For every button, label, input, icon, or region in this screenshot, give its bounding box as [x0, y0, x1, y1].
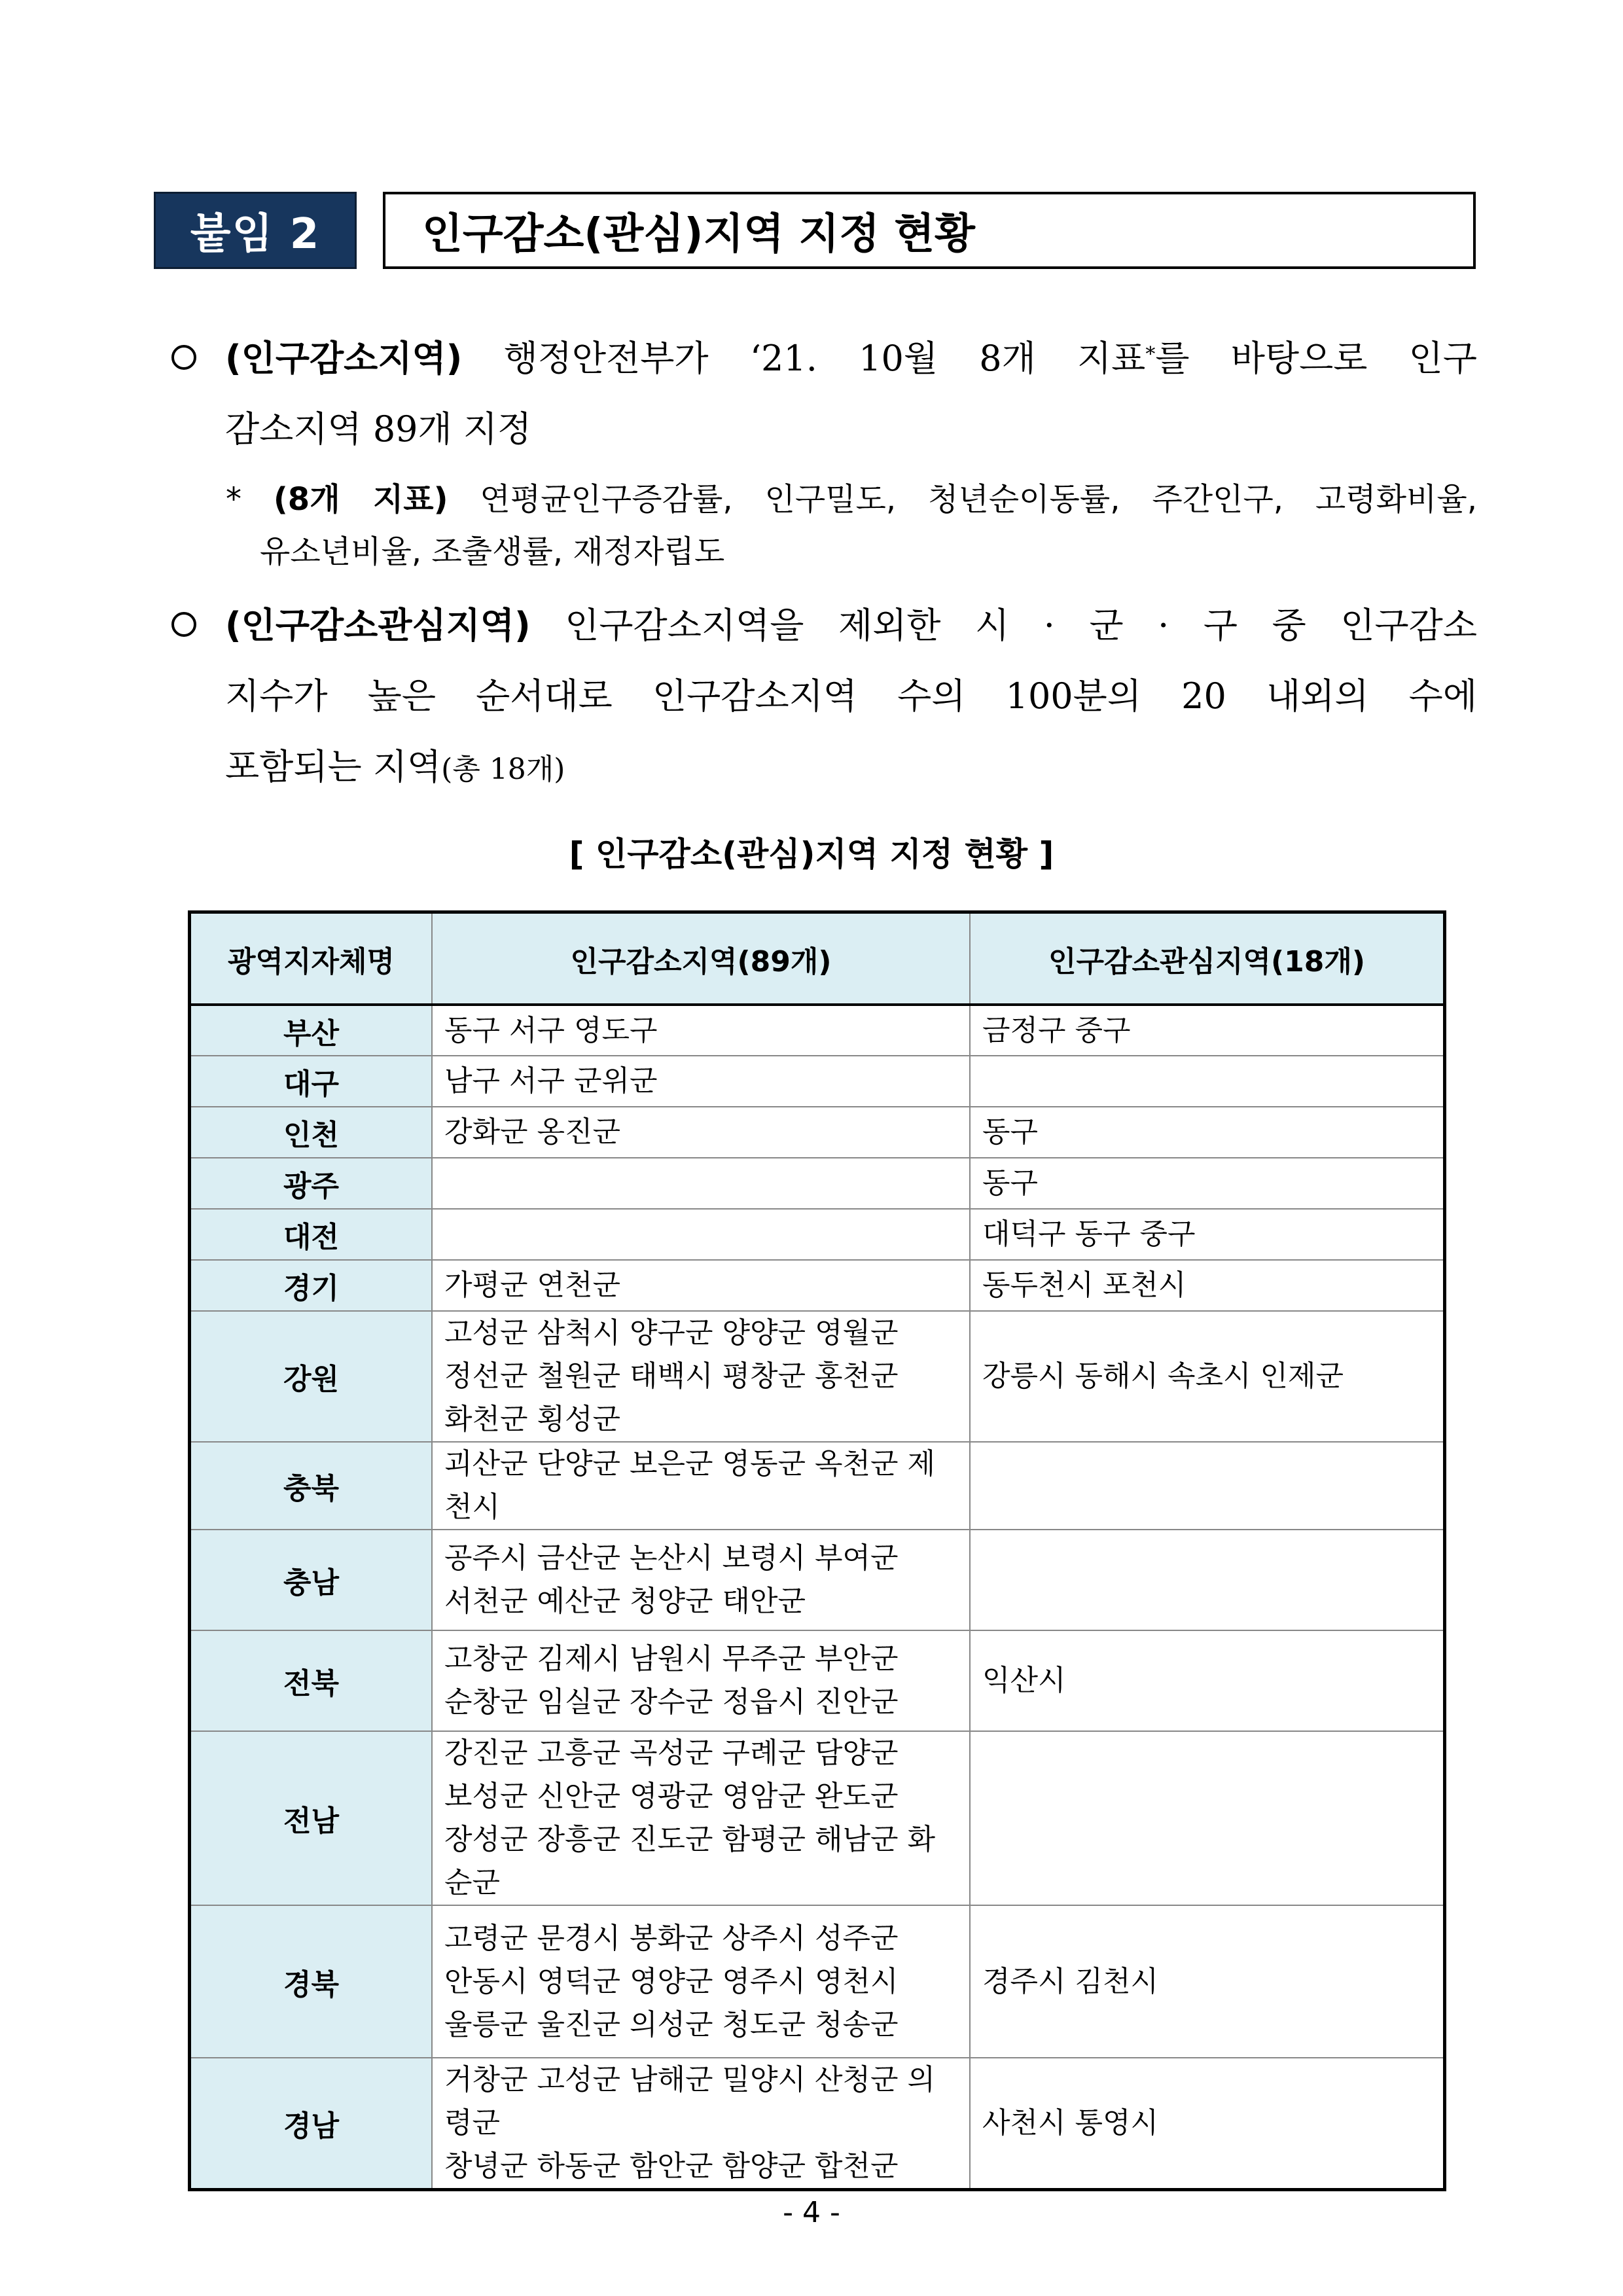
decline-areas-line: 서천군 예산군 청양군 태안군 [444, 1585, 806, 1618]
bullet2-line1-text: 인구감소지역을 제외한 시 · 군 · 구 중 인구감소 [565, 605, 1477, 646]
region-cell: 충북 [190, 1442, 433, 1530]
decline-areas-line: 울릉군 울진군 의성군 청도군 청송군 [444, 2007, 899, 2041]
table-row [190, 1731, 1445, 1905]
decline-areas-line: 강진군 고흥군 곡성군 구례군 담양군 [444, 1736, 899, 1770]
decline-areas-cell [432, 1209, 970, 1260]
decline-areas-line: 순창군 임실군 장수군 정읍시 진안군 [444, 1685, 899, 1719]
decline-areas-line: 장성군 장흥군 진도군 함평군 해남군 화순군 [444, 1823, 935, 1899]
bullet1-line1-text: 행정안전부가 ‘21. 10월 8개 지표 [503, 338, 1146, 379]
table-caption: [ 인구감소(관심)지역 지정 현황 ] [569, 835, 1054, 873]
decline-areas-line: 화천군 횡성군 [444, 1403, 621, 1436]
interest-areas-line: 금정구 중구 [982, 1013, 1131, 1047]
interest-areas-line: 동구 [982, 1166, 1039, 1200]
table-row [190, 1311, 1445, 1442]
footnote-star: * [1145, 343, 1156, 366]
decline-areas-cell [432, 1056, 970, 1107]
header-decline: 인구감소지역(89개) [432, 912, 970, 1005]
table-row [190, 1442, 1445, 1530]
bullet2-line3-text: 포함되는 지역 [225, 746, 442, 787]
table-body [190, 1005, 1445, 2190]
region-cell: 광주 [190, 1158, 433, 1209]
region-cell: 대구 [190, 1056, 433, 1107]
decline-areas-cell [432, 1107, 970, 1158]
decline-areas-line: 동구 서구 영도구 [444, 1013, 658, 1047]
header-region: 광역지자체명 [190, 912, 433, 1005]
page-title: 인구감소(관심)지역 지정 현황 [383, 192, 1476, 269]
decline-areas-line: 남구 서구 군위군 [444, 1064, 658, 1098]
table-row [190, 1905, 1445, 2058]
region-cell: 경북 [190, 1905, 433, 2058]
bullet1-line2: 감소지역 89개 지정 [225, 408, 532, 450]
table-header-row [190, 912, 1445, 1005]
note-line2: 유소년비율, 조출생률, 재정자립도 [260, 533, 725, 570]
interest-areas-line: 익산시 [982, 1664, 1066, 1697]
decline-areas-cell [432, 1530, 970, 1630]
decline-areas-cell [432, 1311, 970, 1442]
decline-areas-line: 괴산군 단양군 보은군 영동군 옥천군 제천시 [444, 1447, 935, 1524]
interest-areas-cell [970, 1158, 1445, 1209]
interest-areas-cell [970, 1905, 1445, 2058]
decline-areas-line: 보성군 신안군 영광군 영암군 완도군 [444, 1780, 899, 1813]
region-cell: 인천 [190, 1107, 433, 1158]
interest-areas-cell [970, 1107, 1445, 1158]
table-row [190, 1158, 1445, 1209]
table-row [190, 1056, 1445, 1107]
bullet2-count: (총 18개) [441, 753, 565, 786]
designation-table [188, 910, 1446, 2191]
bullet1-lead: (인구감소지역) [225, 338, 463, 379]
hollow-circle-bullet-icon [171, 612, 196, 637]
interest-areas-line: 동구 [982, 1115, 1039, 1149]
footnote-indicators [226, 473, 1477, 578]
decline-areas-line: 안동시 영덕군 영양군 영주시 영천시 [444, 1964, 899, 1998]
decline-areas-cell [432, 2058, 970, 2190]
region-cell: 경남 [190, 2058, 433, 2190]
decline-areas-line: 공주시 금산군 논산시 보령시 부여군 [444, 1541, 899, 1575]
decline-areas-cell [432, 1260, 970, 1311]
decline-areas-cell [432, 1442, 970, 1530]
interest-areas-line: 대덕구 동구 중구 [982, 1217, 1196, 1251]
decline-areas-cell [432, 1158, 970, 1209]
region-cell: 대전 [190, 1209, 433, 1260]
interest-areas-cell [970, 1260, 1445, 1311]
interest-areas-cell [970, 1005, 1445, 1056]
region-cell: 충남 [190, 1530, 433, 1630]
decline-areas-cell [432, 1905, 970, 2058]
decline-areas-line: 고성군 삼척시 양구군 양양군 영월군 [444, 1316, 899, 1350]
bullet2-lead: (인구감소관심지역) [225, 605, 531, 646]
decline-areas-line: 창녕군 하동군 함안군 함양군 합천군 [444, 2149, 899, 2183]
section-header [154, 192, 1476, 269]
note-star: * [226, 481, 241, 518]
attachment-badge: 붙임 2 [154, 192, 357, 269]
note-line1 [226, 473, 1477, 526]
hollow-circle-bullet-icon [171, 345, 196, 370]
table-row [190, 1107, 1445, 1158]
decline-areas-line: 정선군 철원군 태백시 평창군 홍천군 [444, 1359, 899, 1393]
decline-areas-line: 강화군 옹진군 [444, 1115, 621, 1149]
interest-areas-cell [970, 1442, 1445, 1530]
bullet2-line1 [225, 590, 1477, 661]
table-row [190, 1005, 1445, 1056]
table-row [190, 1260, 1445, 1311]
page-number: - 4 - [783, 2196, 840, 2229]
decline-areas-line: 거창군 고성군 남해군 밀양시 산청군 의령군 [444, 2063, 935, 2140]
table-row [190, 1209, 1445, 1260]
decline-areas-cell [432, 1731, 970, 1905]
bullet2-line3 [225, 732, 1477, 802]
bullet2-line2: 지수가 높은 순서대로 인구감소지역 수의 100분의 20 내외의 수에 [225, 675, 1477, 717]
decline-areas-line: 고창군 김제시 남원시 무주군 부안군 [444, 1642, 899, 1676]
interest-areas-line: 강릉시 동해시 속초시 인제군 [982, 1359, 1344, 1393]
region-cell: 전북 [190, 1630, 433, 1731]
region-cell: 전남 [190, 1731, 433, 1905]
interest-areas-cell [970, 1311, 1445, 1442]
decline-areas-line: 고령군 문경시 봉화군 상주시 성주군 [444, 1921, 899, 1955]
decline-areas-cell [432, 1005, 970, 1056]
decline-areas-cell [432, 1630, 970, 1731]
interest-areas-cell [970, 1731, 1445, 1905]
table-row [190, 1530, 1445, 1630]
interest-areas-cell [970, 1209, 1445, 1260]
region-cell: 강원 [190, 1311, 433, 1442]
table-row [190, 2058, 1445, 2190]
interest-areas-line: 경주시 김천시 [982, 1964, 1159, 1998]
note-lead: (8개 지표) [273, 481, 448, 518]
header-interest: 인구감소관심지역(18개) [970, 912, 1445, 1005]
bullet1-line1 [225, 323, 1477, 394]
decline-areas-line: 가평군 연천군 [444, 1268, 621, 1302]
interest-areas-cell [970, 1530, 1445, 1630]
region-cell: 경기 [190, 1260, 433, 1311]
interest-areas-cell [970, 1630, 1445, 1731]
bullet1-line1-tail: 를 바탕으로 인구 [1155, 338, 1477, 379]
note-line1-text: 연평균인구증감률, 인구밀도, 청년순이동률, 주간인구, 고령화비율, [480, 481, 1478, 518]
region-cell: 부산 [190, 1005, 433, 1056]
interest-areas-line: 동두천시 포천시 [982, 1268, 1186, 1302]
interest-areas-cell [970, 1056, 1445, 1107]
interest-areas-cell [970, 2058, 1445, 2190]
table-row [190, 1630, 1445, 1731]
interest-areas-line: 사천시 통영시 [982, 2106, 1159, 2140]
